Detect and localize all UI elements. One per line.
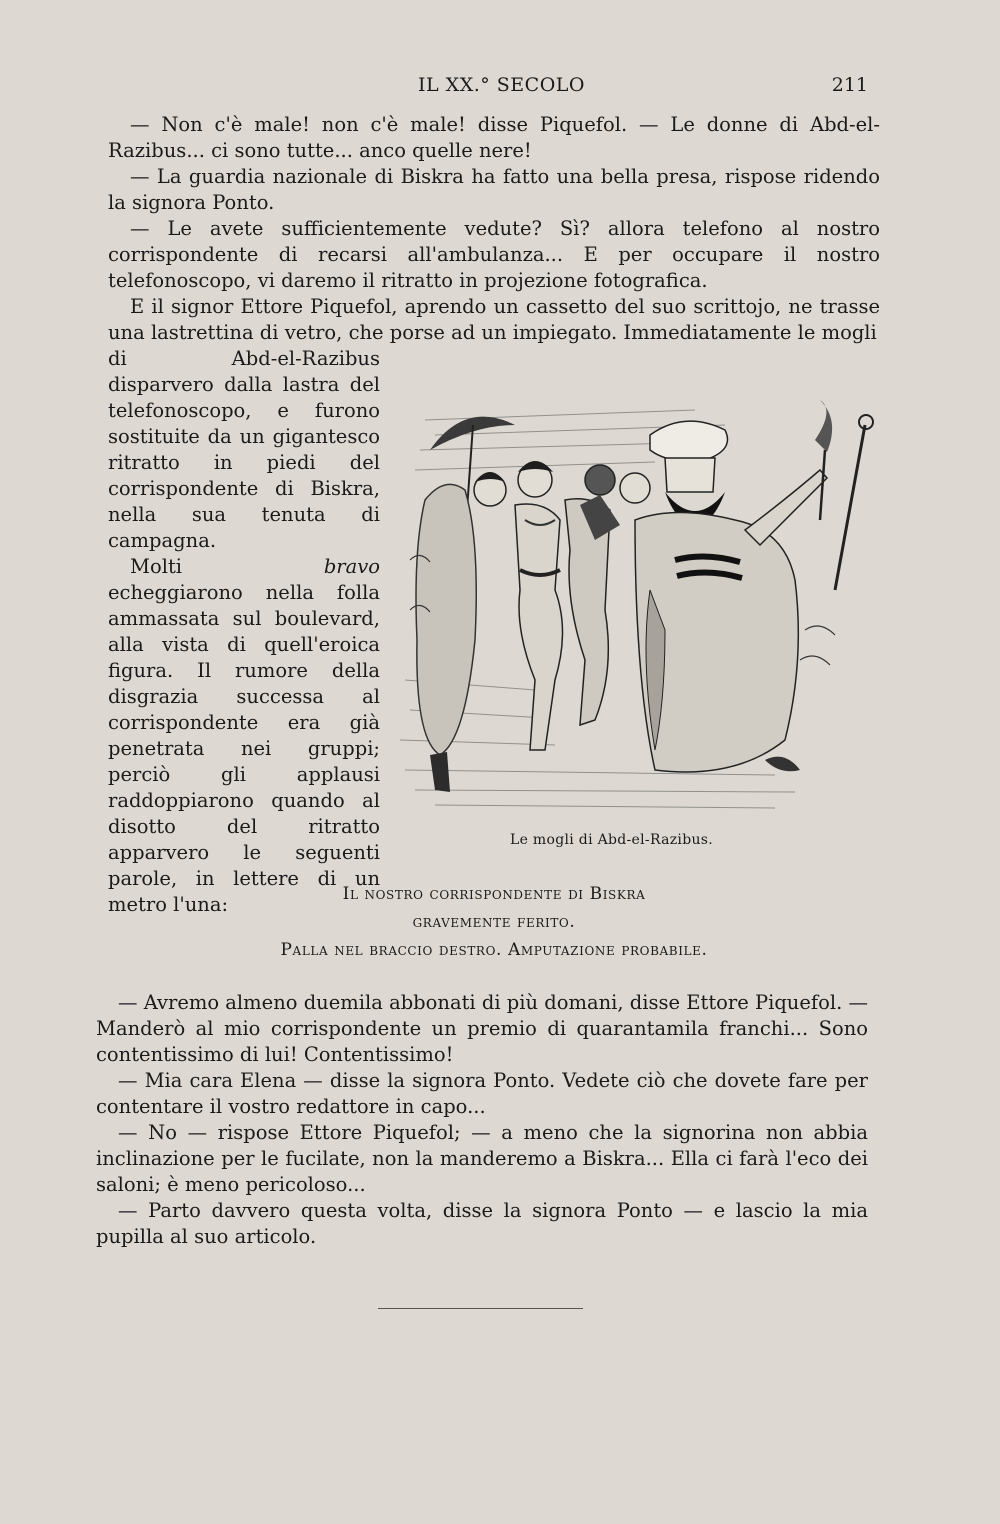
paragraph: Molti bravo echeggiarono nella folla ammassata sul boulevard, alla vista di quell'eroica figura. Il rumore della disgrazia successa al corrispondente era già penetrata nei gruppi; perciò gli applausi raddoppiarono quando al disotto del ritratto apparvero le seguenti parole, in lettere di un metro l'una: <box>108 555 380 916</box>
page-number: 211 <box>831 74 868 96</box>
paragraph: E il signor Ettore Piquefol, aprendo un cassetto del suo scrittojo, ne trasse una lastrettina di vetro, che porse ad un impiegato. Immediatamente le mogli <box>108 295 880 344</box>
running-header <box>108 74 868 104</box>
closing-rule <box>378 1308 583 1309</box>
headline-block <box>108 880 880 964</box>
running-title: IL XX.° SECOLO <box>418 74 585 96</box>
engraving-svg <box>395 380 890 820</box>
paragraph: — No — rispose Ettore Piquefol; — a meno che la signorina non abbia inclinazione per le fucilate, non la manderemo a Biskra... Ella ci farà l'eco dei saloni; è meno pericoloso... <box>96 1121 868 1196</box>
engraving-illustration <box>395 380 890 820</box>
paragraph: — Le avete sufficientemente vedute? Sì? allora telefono al nostro corrispondente di recarsi all'ambulanza... E per occupare il nostro telefonoscopo, vi daremo il ritratto in projezione fotografica. <box>108 217 880 292</box>
paragraph: — Avremo almeno duemila abbonati di più domani, disse Ettore Piquefol. — Manderò al mio corrispondente un premio di quarantamila franchi... Sono contentissimo di lui! Contentissimo! <box>96 991 868 1066</box>
paragraph: di Abd-el-Razibus disparvero dalla lastra del telefonoscopo, e furono sostituite da un gigantesco ritratto in piedi del corrispondente di Biskra, nella sua tenuta di campagna. <box>108 347 380 552</box>
paragraph: — Non c'è male! non c'è male! disse Piquefol. — Le donne di Abd-el-Razibus... ci sono tutte... anco quelle nere! <box>108 113 880 162</box>
headline-line: Palla nel braccio destro. Amputazione probabile. <box>280 940 708 960</box>
top-text-block <box>108 112 880 346</box>
headline-line: Il nostro corrispondente di Biskra <box>342 884 646 904</box>
paragraph: — La guardia nazionale di Biskra ha fatto una bella presa, rispose ridendo la signora Ponto. <box>108 165 880 214</box>
italic-word: bravo <box>323 555 380 578</box>
bottom-text-block <box>96 990 868 1250</box>
illustration-caption: Le mogli di Abd-el-Razibus. <box>510 832 714 848</box>
paragraph: — Parto davvero questa volta, disse la signora Ponto — e lascio la mia pupilla al suo articolo. <box>96 1199 868 1248</box>
left-column-text <box>108 346 380 918</box>
headline-line: gravemente ferito. <box>412 912 576 932</box>
paragraph: — Mia cara Elena — disse la signora Ponto. Vedete ciò che dovete fare per contentare il vostro redattore in capo... <box>96 1069 868 1118</box>
